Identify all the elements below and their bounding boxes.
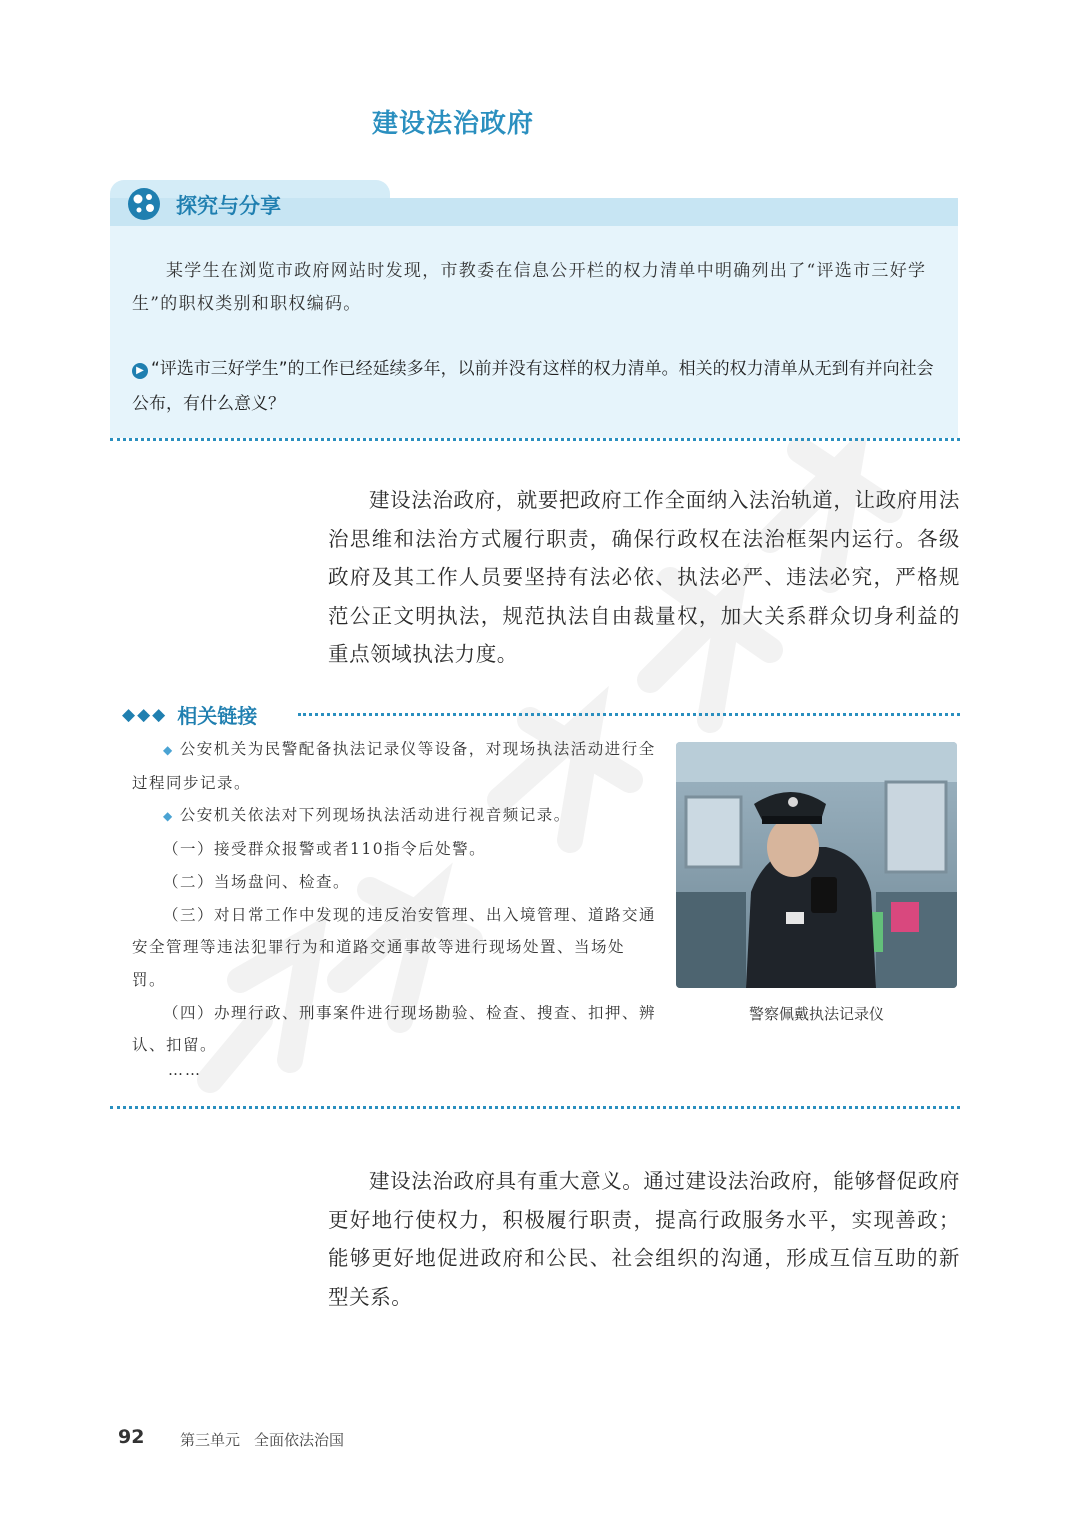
explore-question [132,352,942,422]
related-links-text [132,733,657,1062]
related-item-2: ◆ 公安机关依法对下列现场执法活动进行视音频记录。 [163,806,571,825]
explore-share-icon [126,186,162,222]
explore-text: 某学生在浏览市政府网站时发现，市教委在信息公开栏的权力清单中明确列出了“评选市三好学生”的职权类别和职权编码。 [132,261,927,314]
related-sub-1: （一）接受群众报警或者110指令后处警。 [163,840,487,859]
related-sub-3: （三）对日常工作中发现的违反治安管理、出入境管理、道路交通安全管理等违法犯罪行为和道路交通事故等进行现场处置、当场处罚。 [132,905,657,989]
diamond-bullet-icon: ◆ [163,743,174,757]
related-links-header [122,700,257,729]
diamond-icons: ◆◆◆ [122,704,168,725]
explore-divider [110,438,960,441]
related-ellipsis: …… [168,1061,202,1079]
body-paragraph-1: 建设法治政府，就要把政府工作全面纳入法治轨道，让政府用法治思维和法治方式履行职责，确保行政权在法治框架内运行。各级政府及其工作人员要坚持有法必依、执法必严、违法必究，严格规范公正文明执法，规范执法自由裁量权，加大关系群众切身利益的重点领域执法力度。 [328,488,960,666]
body-paragraph-2: 建设法治政府具有重大意义。通过建设法治政府，能够督促政府更好地行使权力，积极履行职责，提高行政服务水平，实现善政；能够更好地促进政府和公民、社会组织的沟通，形成互信互助的新型关系。 [328,1169,960,1309]
diamond-bullet-icon: ◆ [163,809,174,824]
explore-question-text: “评选市三好学生”的工作已经延续多年，以前并没有这样的权力清单。相关的权力清单从无到有并向社会公布，有什么意义？ [132,359,934,414]
explore-heading: 探究与分享 [176,194,281,218]
related-sub-2: （二）当场盘问、检查。 [163,872,351,891]
related-links-title: 相关链接 [177,704,258,728]
related-links-dotted-rule [298,713,960,716]
page-number: 92 [118,1426,145,1448]
footer-unit-label: 第三单元 [180,1431,241,1449]
section-title: 建设法治政府 [372,109,535,139]
related-item-1: ◆ 公安机关为民警配备执法记录仪等设备，对现场执法活动进行全过程同步记录。 [132,740,656,792]
footer-unit-title: 全面依法治国 [254,1431,345,1449]
related-sub-4: （四）办理行政、刑事案件进行现场勘验、检查、搜查、扣押、辨认、扣留。 [132,1003,657,1055]
related-divider [110,1106,960,1109]
arrow-right-icon: ▶ [132,363,148,379]
photo-caption: 警察佩戴执法记录仪 [748,1005,884,1023]
police-photo [676,742,957,988]
footer-unit [180,1429,358,1450]
